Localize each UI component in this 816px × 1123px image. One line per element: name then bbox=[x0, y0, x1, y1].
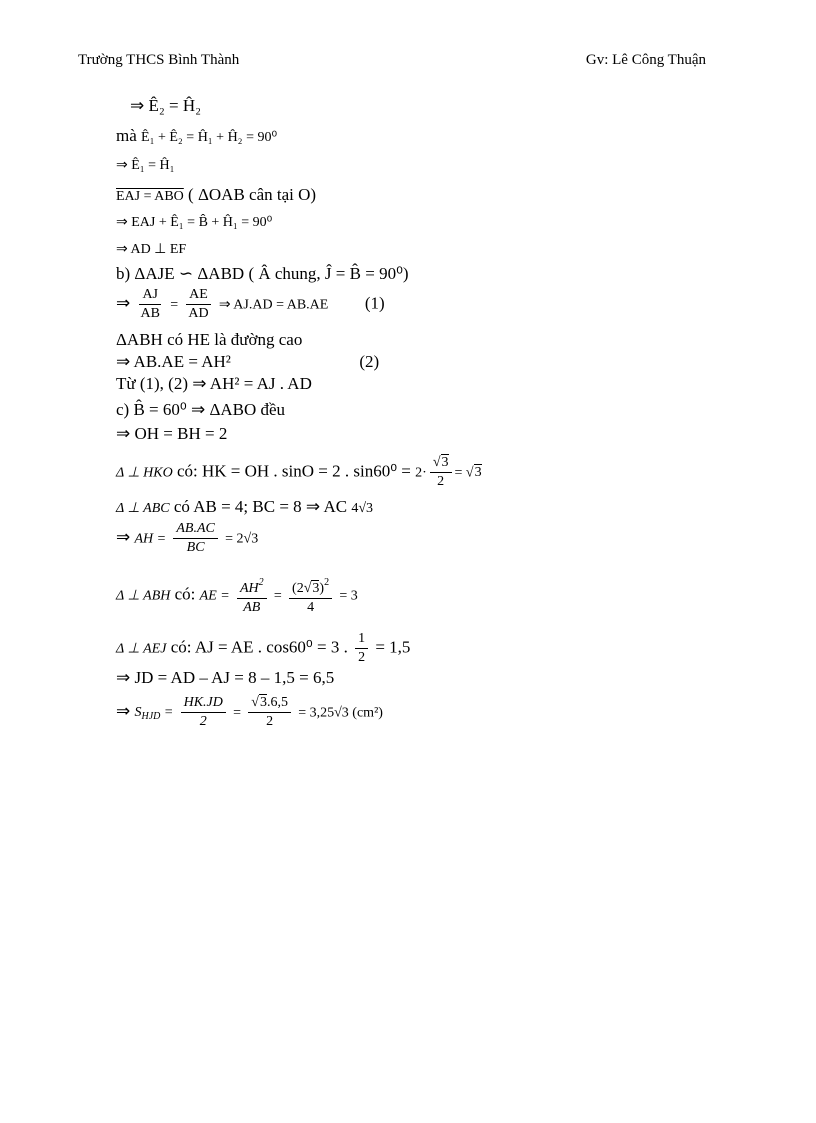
line-18-formula: có: AJ = AE . cos60⁰ = 3 . bbox=[170, 637, 348, 657]
fraction-ae-ad: $\frac{AE}{AD}$ bbox=[185, 286, 211, 323]
fraction-2sqrt3sq-4: $\frac{(2√3)^2}{4}$ bbox=[289, 574, 332, 617]
line-15 bbox=[116, 497, 373, 519]
line-17-triangle: Δ ⊥ ABH bbox=[116, 588, 171, 604]
line-12: c) B̂ = 60⁰ ⇒ ΔABO đều bbox=[116, 400, 286, 419]
line-17: Δ ⊥ ABH có: AE = $\frac{AH^2}{AB}$ = $\frac{(2√3)^2}{4}$ = 3 bbox=[116, 574, 358, 617]
line-1: ⇒ Ê₂ = Ĥ₂ bbox=[130, 96, 202, 115]
line-17-label: có: bbox=[174, 584, 196, 604]
school-name: Trường THCS Bình Thành bbox=[78, 52, 240, 68]
line-14-formula: có: HK = OH . sinO = 2 . sin60⁰ = bbox=[176, 461, 411, 481]
line-3: ⇒ Ê₁ = Ĥ₁ bbox=[116, 158, 175, 173]
fraction-ah2-ab: $\frac{AH^2}{AB}$ bbox=[237, 574, 267, 617]
teacher-name: Gv: Lê Công Thuận bbox=[585, 52, 706, 68]
line-17-result: = 3 bbox=[339, 588, 358, 604]
line-10-formula: ⇒ AB.AE = AH² bbox=[116, 352, 231, 371]
line-4-formula: EAJ = ABO bbox=[116, 189, 184, 204]
line-2 bbox=[116, 126, 277, 148]
line-4-note: ( ΔOAB cân tại O) bbox=[188, 185, 317, 204]
line-10 bbox=[116, 352, 379, 372]
line-7 bbox=[116, 264, 409, 284]
fraction-sqrt3-2: $\frac{√3}{2}$ bbox=[430, 454, 452, 491]
equation-number-2: (2) bbox=[359, 352, 380, 371]
line-15-result: 4√3 bbox=[351, 501, 374, 516]
line-15-formula: có AB = 4; BC = 8 ⇒ AC bbox=[173, 497, 348, 516]
line-18-result: = 1,5 bbox=[375, 637, 411, 657]
fraction-sqrt3-65-2: $\frac{√3.6,5}{2}$ bbox=[248, 694, 291, 731]
line-11: Từ (1), (2) ⇒ AH² = AJ . AD bbox=[116, 374, 312, 393]
fraction-hkjd-2: $\frac{HK.JD}{2}$ bbox=[181, 694, 226, 731]
equation-number-1: (1) bbox=[364, 293, 385, 313]
line-2-prefix: mà bbox=[116, 126, 137, 145]
line-18 bbox=[116, 630, 410, 667]
line-8: ⇒ $\frac{AJ}{AB}$ = $\frac{AE}{AD}$ ⇒ AJ.AD = AB.AE (1) bbox=[116, 287, 385, 321]
fraction-aj-ab: $\frac{AJ}{AB}$ bbox=[140, 287, 160, 321]
line-7-reason: ( Â chung, Ĵ = B̂ = 90⁰) bbox=[248, 264, 409, 283]
line-14: Δ ⊥ HKO có: HK = OH . sinO = 2 . sin60⁰ = 2· $\frac{√3}{2}$ = √3 bbox=[116, 455, 482, 489]
line-8-result: ⇒ AJ.AD = AB.AE bbox=[218, 297, 329, 313]
line-18-triangle: Δ ⊥ AEJ bbox=[116, 641, 167, 657]
line-4 bbox=[116, 185, 316, 207]
line-13: ⇒ OH = BH = 2 bbox=[116, 424, 228, 443]
line-20-result: = 3,25√3 (cm²) bbox=[298, 705, 383, 721]
fraction-1-2: $\frac{1}{2}$ bbox=[355, 630, 368, 667]
fraction-abac-bc: $\frac{AB.AC}{BC}$ bbox=[173, 520, 218, 557]
line-19: ⇒ JD = AD – AJ = 8 – 1,5 = 6,5 bbox=[116, 668, 335, 687]
line-15-triangle: Δ ⊥ ABC bbox=[116, 501, 170, 516]
line-2-formula: Ê₁ + Ê₂ = Ĥ₁ + Ĥ₂ = 90⁰ bbox=[141, 130, 278, 145]
line-20: ⇒ $S_{HJD}$ = $\frac{HK.JD}{2}$ = $\frac{√3.6,5}{2}$ = 3,25√3 (cm²) bbox=[116, 695, 383, 729]
line-16: ⇒ AH = $\frac{AB.AC}{BC}$ = 2√3 bbox=[116, 521, 259, 555]
line-6: ⇒ AD ⊥ EF bbox=[116, 242, 187, 257]
line-9: ΔABH có HE là đường cao bbox=[116, 330, 303, 349]
line-7-similar: b) ΔAJE ∽ ΔABD bbox=[116, 264, 245, 283]
line-16-result: = 2√3 bbox=[225, 531, 259, 547]
line-14-triangle: Δ ⊥ HKO bbox=[116, 465, 173, 481]
line-5: ⇒ EAJ + Ê₁ = B̂ + Ĥ₁ = 90⁰ bbox=[116, 215, 273, 230]
